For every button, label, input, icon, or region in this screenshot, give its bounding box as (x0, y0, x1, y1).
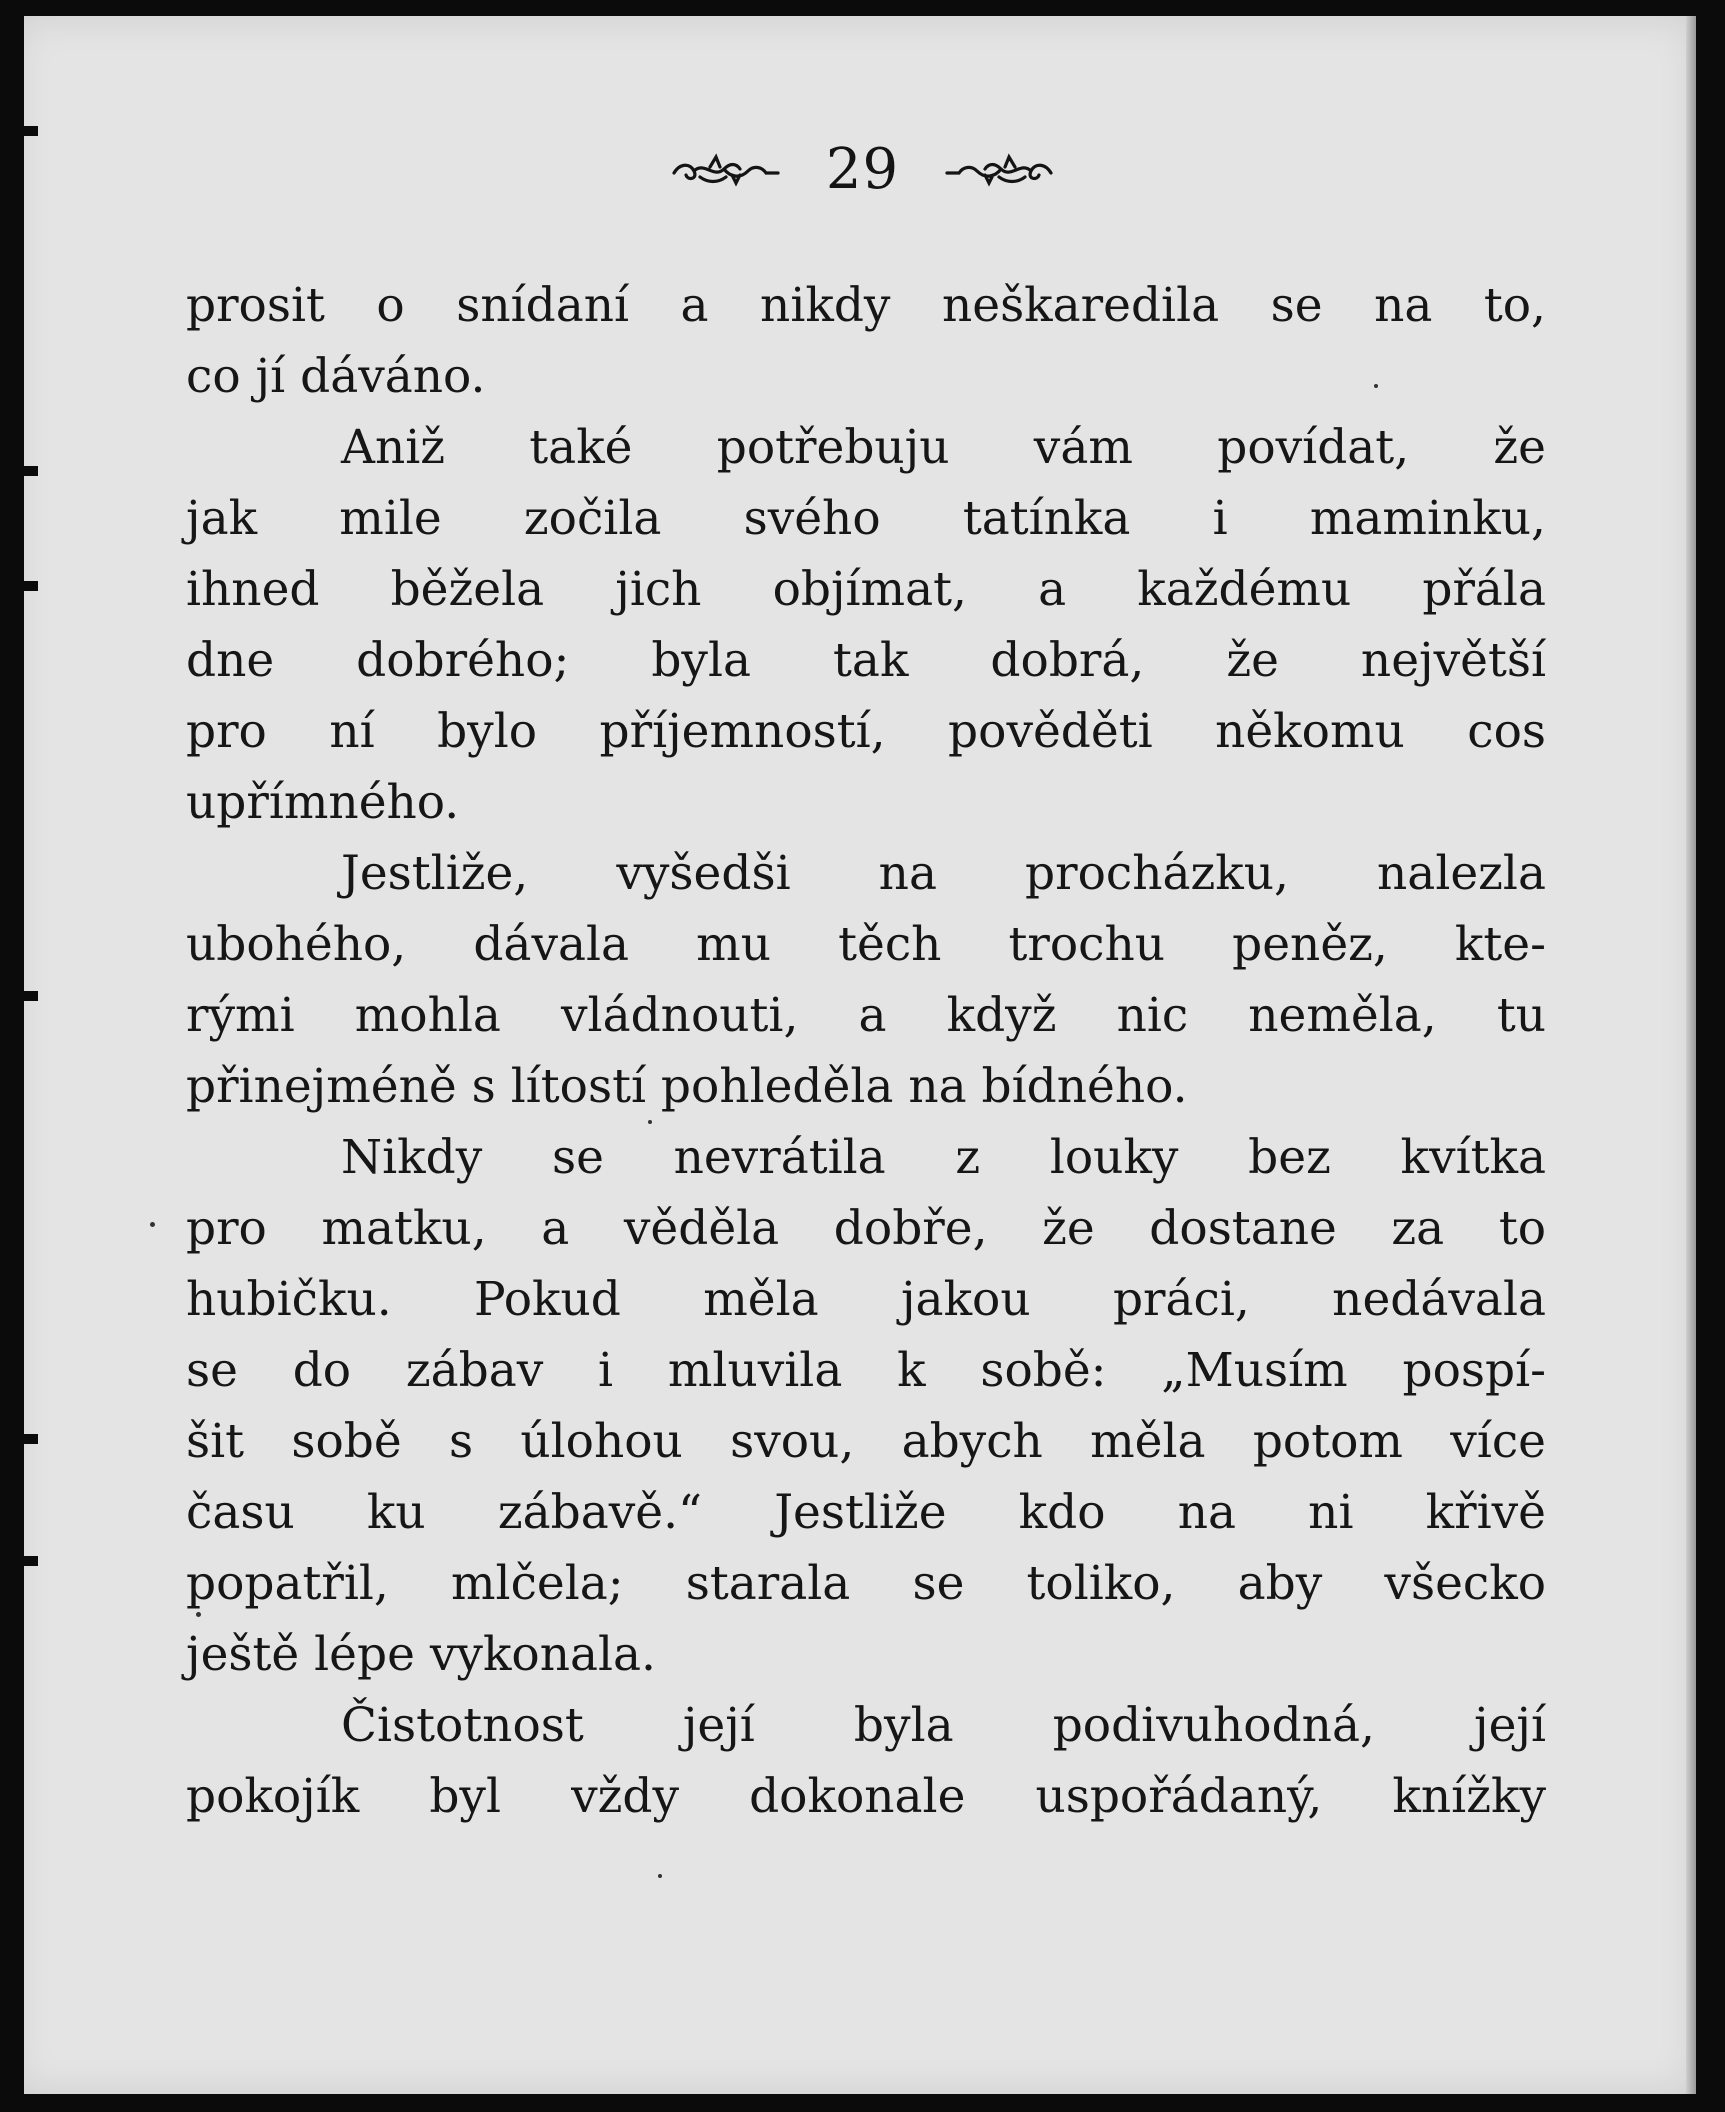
text-line: času ku zábavě.“ Jestliže kdo na ni křivě (186, 1485, 1546, 1540)
page-number: 29 (825, 137, 900, 202)
text-line: přinejméně s lítostí pohleděla na bídného. (186, 1059, 1188, 1114)
text-line: šit sobě s úlohou svou, abych měla potom více (186, 1414, 1546, 1469)
paragraph (186, 270, 1546, 412)
binding-stitch (14, 581, 38, 591)
text-line: prosit o snídaní a nikdy neškaredila se na to, (186, 278, 1546, 333)
text-line: jak mile zočila svého tatínka i maminku, (186, 491, 1546, 546)
text-line: Čistotnost její byla podivuhodná, její (341, 1698, 1546, 1753)
paper-speck (150, 1222, 155, 1227)
text-line: Nikdy se nevrátila z louky bez kvítka (341, 1130, 1546, 1185)
paper-speck (196, 1612, 201, 1617)
binding-stitch (14, 126, 38, 136)
text-line: dne dobrého; byla tak dobrá, že největší (186, 633, 1546, 688)
text-line: ubohého, dávala mu těch trochu peněz, kte- (186, 917, 1546, 972)
page-binding-edge (14, 16, 34, 2094)
binding-stitch (14, 466, 38, 476)
text-line: popatřil, mlčela; starala se toliko, aby všecko (186, 1556, 1546, 1611)
paper-speck (658, 1874, 662, 1878)
ornament-flourish-left-icon (670, 153, 782, 187)
text-line: co jí dáváno. (186, 349, 486, 404)
text-line: pro matku, a věděla dobře, že dostane za to (186, 1201, 1546, 1256)
text-line: se do zábav i mluvila k sobě: „Musím pospí- (186, 1343, 1546, 1398)
text-line: Jestliže, vyšedši na procházku, nalezla (341, 846, 1546, 901)
text-line: pokojík byl vždy dokonale uspořádaný, knížky (186, 1769, 1546, 1824)
text-line: rými mohla vládnouti, a když nic neměla, tu (186, 988, 1546, 1043)
paragraph (186, 838, 1546, 1122)
text-line: ihned běžela jich objímat, a každému přála (186, 562, 1546, 617)
paper-speck (648, 1120, 652, 1124)
text-line: hubičku. Pokud měla jakou práci, nedávala (186, 1272, 1546, 1327)
binding-stitch (14, 1434, 38, 1444)
paragraph (186, 1122, 1546, 1690)
text-line: Aniž také potřebuju vám povídat, že (341, 420, 1546, 475)
text-line: ještě lépe vykonala. (186, 1627, 656, 1682)
binding-stitch (14, 991, 38, 1001)
page-right-edge (1686, 16, 1696, 2094)
text-line: upřímného. (186, 775, 460, 830)
paper-speck (1374, 384, 1378, 388)
paragraph (186, 412, 1546, 838)
body-text (186, 270, 1546, 1832)
text-line: pro ní bylo příjemností, pověděti někomu cos (186, 704, 1546, 759)
page-header (0, 137, 1725, 202)
ornament-flourish-right-icon (943, 153, 1055, 187)
paragraph (186, 1690, 1546, 1832)
binding-stitch (14, 1556, 38, 1566)
